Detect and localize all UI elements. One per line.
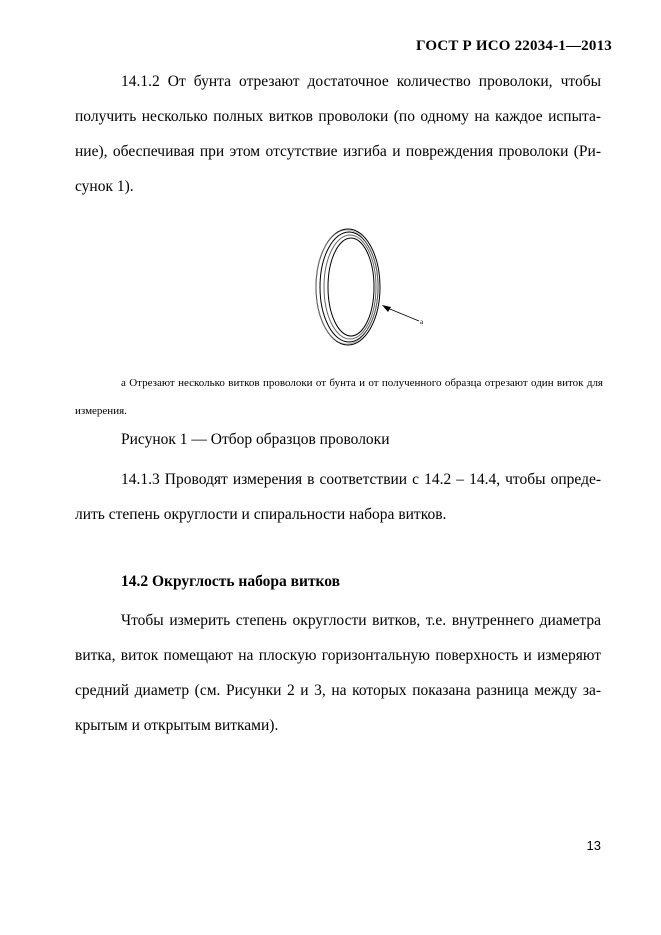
page-number: 13	[586, 838, 601, 853]
paragraph-14-1-3: 14.1.3 Проводят измерения в соответствии с 14.2 – 14.4, чтобы опреде-лить степень округлости и спиральности набора витков.	[75, 471, 601, 523]
wire-coil-drawing	[296, 224, 436, 354]
callout-label: a	[420, 318, 424, 326]
coil-loop-2	[320, 232, 378, 342]
callout-leader-line	[385, 307, 419, 321]
figure-wire-coil	[296, 224, 436, 354]
coil-loop-inner	[328, 238, 374, 336]
paragraph-14-2-body: Чтобы измерить степень округлости витков, т.е. внутреннего диаметра витка, виток помещают на плоскую горизонтальную поверхность и измеряют средний диаметр (см. Рисунки 2 и 3, на которых показана разница между за-крытым и открытым витками).	[75, 612, 601, 734]
paragraph-14-1-2: 14.1.2 От бунта отрезают достаточное количество проволоки, чтобы получить несколько полных витков проволоки (по одному на каждое испыта-ние), обеспечивая при этом отсутствие изгиба и повреждения проволоки (Ри-сунок 1).	[75, 73, 601, 195]
coil-loop-outer	[316, 229, 380, 345]
callout-arrowhead	[382, 305, 391, 312]
coil-loop-3	[324, 235, 376, 339]
figure-note: а Отрезают несколько витков проволоки от бунта и от полученного образца отрезают один виток для измерения.	[75, 377, 603, 417]
document-header: ГОСТ Р ИСО 22034-1—2013	[415, 38, 612, 54]
section-heading-14-2: 14.2 Округлость набора витков	[121, 573, 341, 590]
figure-title: Рисунок 1 — Отбор образцов проволоки	[121, 431, 390, 448]
